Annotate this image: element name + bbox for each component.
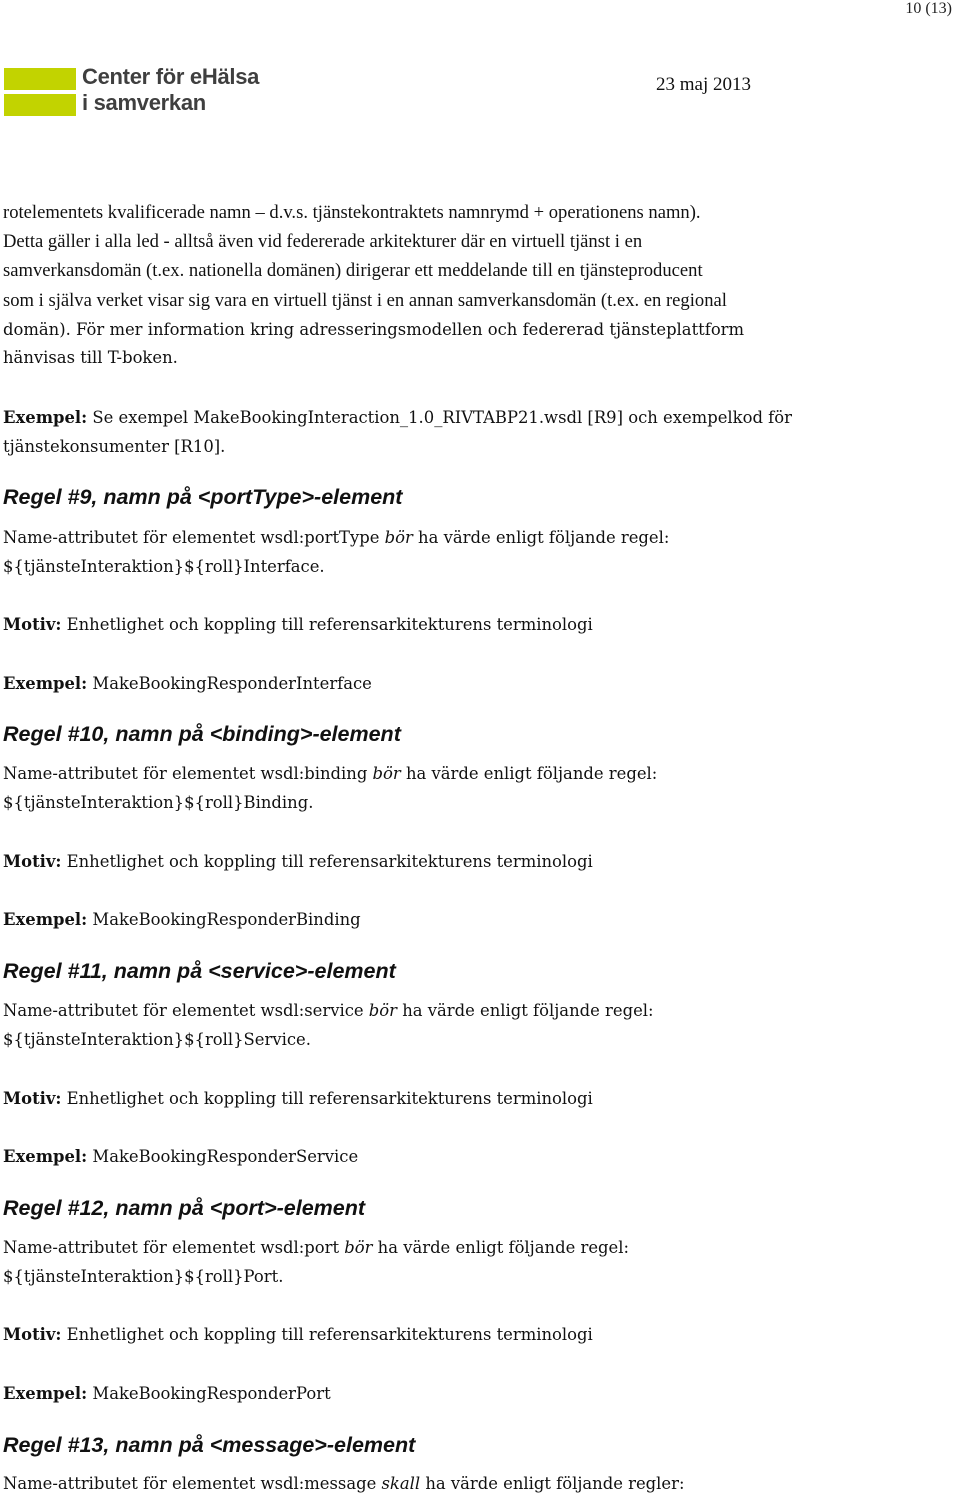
intro-line-2: Detta gäller i alla led - alltså även vid federerade arkitekturer där en virtuell tjänst i en — [3, 231, 643, 252]
example-intro-label: Exempel: — [3, 408, 88, 427]
intro-line-3 — [3, 256, 953, 286]
rule-12-example — [3, 1379, 953, 1409]
rule-11-desc-em: bör — [368, 1001, 397, 1020]
rule-10-example — [3, 905, 953, 935]
rule-10-desc-em: bör — [372, 764, 401, 783]
rule-9-desc-a: Name-attributet för elementet wsdl:portType — [3, 528, 385, 547]
logo-bar-bottom — [4, 94, 76, 116]
intro-line-3-a: samverkansdomän (t.ex. — [3, 260, 185, 281]
rule-12-example-label: Exempel: — [3, 1384, 88, 1403]
rule-9-description — [3, 523, 953, 553]
rule-12-motiv-label: Motiv: — [3, 1325, 62, 1344]
rule-9-desc-b: ha värde enligt följande regel: — [412, 528, 670, 547]
rule-10-motiv — [3, 847, 953, 877]
rule-10-example-text: MakeBookingResponderBinding — [87, 910, 361, 929]
rule-11-motiv — [3, 1084, 953, 1114]
intro-line-1: rotelementets kvalificerade namn – d.v.s. tjänstekontraktets namnrymd + operationens namn). — [3, 202, 701, 223]
rule-9-motiv-label: Motiv: — [3, 615, 62, 634]
rule-11-heading: Regel #11, namn på <service>-element — [3, 959, 396, 983]
intro-line-5-a: domän). — [3, 320, 71, 339]
intro-line-6: hänvisas till T-boken. — [3, 348, 178, 367]
rule-11-pattern: ${tjänsteInteraktion}${roll}Service. — [3, 1030, 311, 1049]
rule-11-motiv-text: Enhetlighet och koppling till referensarkitekturens terminologi — [61, 1089, 593, 1108]
example-intro-text: Se exempel MakeBookingInteraction_1.0_RIVTABP21.wsdl [R9] och exempelkod för — [87, 408, 792, 427]
rule-12-motiv — [3, 1320, 953, 1350]
intro-line-5-b: För mer information kring adresseringsmodellen och federerad tjänsteplattform — [70, 320, 745, 339]
rule-10-desc-b: ha värde enligt följande regel: — [400, 764, 658, 783]
logo-text — [82, 64, 259, 116]
page-number: 10 (13) — [905, 0, 952, 17]
rule-11-desc-b: ha värde enligt följande regel: — [397, 1001, 654, 1020]
document-date: 23 maj 2013 — [656, 74, 751, 95]
logo-line-2: i samverkan — [82, 90, 206, 115]
rule-9-motiv-text: Enhetlighet och koppling till referensarkitekturens terminologi — [61, 615, 593, 634]
rule-13-desc-b: ha värde enligt följande regler: — [420, 1474, 685, 1493]
rule-10-heading: Regel #10, namn på <binding>-element — [3, 722, 401, 746]
rule-12-desc-em: bör — [344, 1238, 373, 1257]
rule-12-desc-a: Name-attributet för elementet wsdl:port — [3, 1238, 345, 1257]
rule-11-example-label: Exempel: — [3, 1147, 88, 1166]
example-intro-line-1 — [3, 403, 953, 433]
rule-12-description — [3, 1233, 953, 1263]
intro-line-4: som i själva verket visar sig vara en virtuell tjänst i en annan samverkansdomän (t.ex. en regional — [3, 290, 727, 311]
rule-11-desc-a: Name-attributet för elementet wsdl:service — [3, 1001, 369, 1020]
rule-10-motiv-label: Motiv: — [3, 852, 62, 871]
intro-line-3-b: nationella domänen) dirigerar ett meddelande till en tjänsteproducent — [184, 260, 703, 281]
rule-9-pattern: ${tjänsteInteraktion}${roll}Interface. — [3, 557, 325, 576]
rule-12-desc-b: ha värde enligt följande regel: — [372, 1238, 629, 1257]
rule-9-desc-em: bör — [384, 528, 413, 547]
rule-9-example — [3, 669, 953, 699]
rule-11-description — [3, 996, 953, 1026]
rule-10-motiv-text: Enhetlighet och koppling till referensarkitekturens terminologi — [61, 852, 593, 871]
rule-12-heading: Regel #12, namn på <port>-element — [3, 1196, 366, 1220]
rule-9-heading: Regel #9, namn på <portType>-element — [3, 485, 403, 509]
center-for-ehalsa-logo — [4, 66, 266, 118]
rule-9-motiv — [3, 610, 953, 640]
rule-9-example-label: Exempel: — [3, 674, 88, 693]
rule-11-motiv-label: Motiv: — [3, 1089, 62, 1108]
rule-11-example — [3, 1142, 953, 1172]
intro-line-5 — [3, 315, 953, 345]
logo-line-1: Center för eHälsa — [82, 64, 260, 89]
rule-10-desc-a: Name-attributet för elementet wsdl:binding — [3, 764, 373, 783]
rule-10-example-label: Exempel: — [3, 910, 88, 929]
rule-11-example-text: MakeBookingResponderService — [87, 1147, 359, 1166]
rule-12-example-text: MakeBookingResponderPort — [87, 1384, 331, 1403]
rule-13-desc-a: Name-attributet för elementet wsdl:message — [3, 1474, 382, 1493]
rule-13-description — [3, 1469, 953, 1499]
rule-12-pattern: ${tjänsteInteraktion}${roll}Port. — [3, 1267, 284, 1286]
rule-10-pattern: ${tjänsteInteraktion}${roll}Binding. — [3, 793, 314, 812]
rule-12-motiv-text: Enhetlighet och koppling till referensarkitekturens terminologi — [61, 1325, 593, 1344]
logo-bar-top — [4, 68, 76, 90]
example-intro-line-2: tjänstekonsumenter [R10]. — [3, 437, 226, 456]
rule-13-desc-em: skall — [381, 1474, 421, 1493]
rule-10-description — [3, 759, 953, 789]
rule-9-example-text: MakeBookingResponderInterface — [87, 674, 372, 693]
rule-13-heading: Regel #13, namn på <message>-element — [3, 1433, 416, 1457]
